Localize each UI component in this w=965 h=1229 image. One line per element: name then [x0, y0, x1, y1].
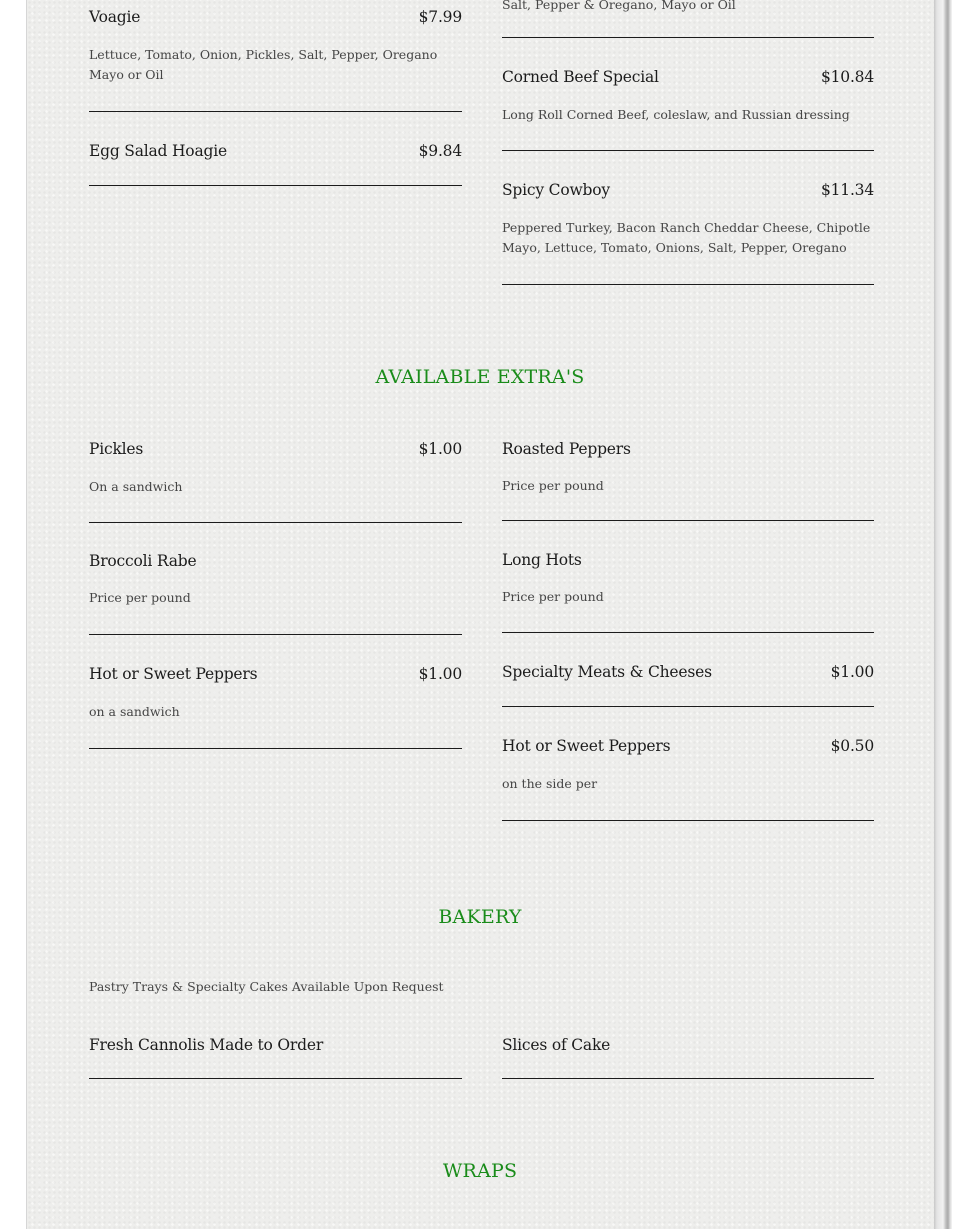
item-price: $9.84 — [418, 142, 462, 160]
item-name: Hot or Sweet Peppers — [502, 737, 671, 755]
menu-item — [89, 8, 462, 112]
item-description: Price per pound — [89, 590, 191, 605]
page-edge-shadow — [934, 0, 952, 1229]
item-description: on a sandwich — [89, 704, 180, 719]
menu-item — [89, 665, 462, 749]
item-description: Lettuce, Tomato, Onion, Pickles, Salt, Pepper, Oregano Mayo or Oil — [89, 47, 438, 82]
sandwiches-left-column — [89, 0, 462, 190]
extras-left-column — [89, 440, 462, 760]
bakery-right-column — [502, 1036, 874, 1086]
item-name: Voagie — [89, 8, 141, 26]
menu-item — [502, 737, 874, 821]
section-title-bakery: BAKERY — [438, 906, 522, 928]
sandwiches-right-column — [502, 0, 874, 290]
menu-item — [502, 181, 874, 285]
item-description: on the side per — [502, 776, 598, 791]
item-name: Spicy Cowboy — [502, 181, 610, 199]
menu-item — [89, 1036, 462, 1079]
item-price: $1.00 — [418, 440, 462, 458]
item-price: $11.34 — [820, 181, 874, 199]
item-price: $10.84 — [820, 68, 874, 86]
item-description: Salt, Pepper & Oregano, Mayo or Oil — [502, 0, 736, 12]
item-name: Specialty Meats & Cheeses — [502, 663, 712, 681]
item-name: Roasted Peppers — [502, 440, 631, 458]
item-name: Egg Salad Hoagie — [89, 142, 227, 160]
item-name: Pickles — [89, 440, 144, 458]
menu-item — [502, 440, 874, 521]
menu-item — [502, 0, 874, 38]
item-name: Corned Beef Special — [502, 68, 659, 86]
bakery-left-column — [89, 1036, 462, 1086]
item-description: Price per pound — [502, 478, 604, 493]
section-title-wraps: WRAPS — [442, 1160, 518, 1182]
item-price: $1.00 — [830, 663, 874, 681]
bakery-note: Pastry Trays & Specialty Cakes Available Upon Request — [89, 979, 444, 994]
menu-item — [502, 551, 874, 633]
item-name: Hot or Sweet Peppers — [89, 665, 258, 683]
item-description: Price per pound — [502, 589, 604, 604]
item-name: Long Hots — [502, 551, 582, 569]
item-name: Broccoli Rabe — [89, 552, 197, 570]
item-description: Peppered Turkey, Bacon Ranch Cheddar Cheese, Chipotle Mayo, Lettuce, Tomato, Onions, Salt, Pepper, Oregano — [502, 220, 871, 255]
menu-item — [502, 68, 874, 151]
menu-item — [89, 552, 462, 635]
item-name: Slices of Cake — [502, 1036, 611, 1054]
menu-item — [89, 440, 462, 523]
menu-item — [502, 663, 874, 707]
menu-item — [89, 142, 462, 186]
section-title-extras: AVAILABLE EXTRA'S — [375, 366, 585, 388]
item-price: $0.50 — [830, 737, 874, 755]
item-price: $1.00 — [418, 665, 462, 683]
extras-right-column — [502, 440, 874, 830]
item-description: Long Roll Corned Beef, coleslaw, and Russian dressing — [502, 107, 850, 122]
item-name: Fresh Cannolis Made to Order — [89, 1036, 324, 1054]
item-price: $7.99 — [418, 8, 462, 26]
item-description: On a sandwich — [89, 479, 183, 494]
menu-item — [502, 1036, 874, 1079]
